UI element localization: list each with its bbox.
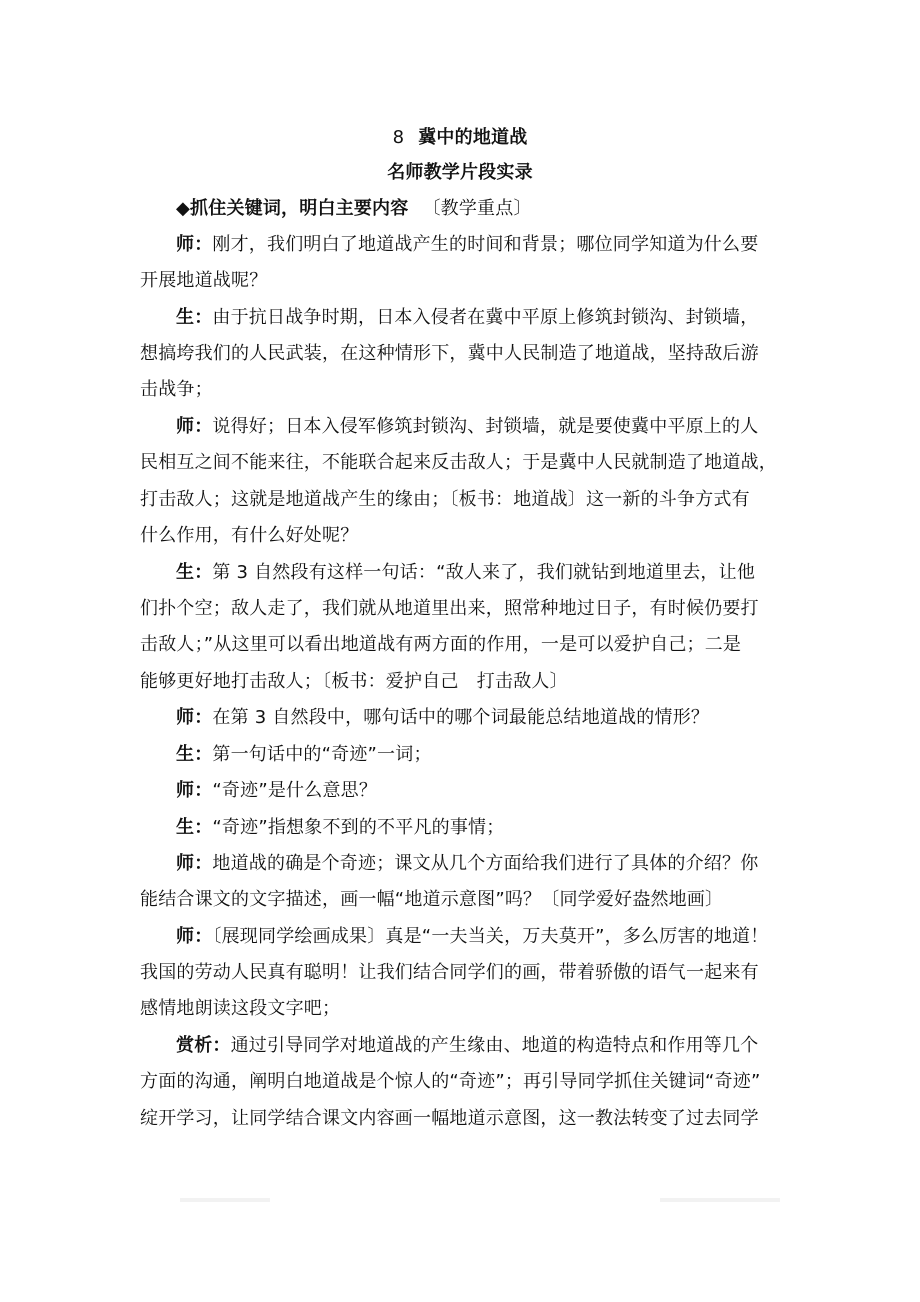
dialogue-line: 能够更好地打击敌人；〔板书：爱护自己 打击敌人〕 [140, 671, 568, 692]
speaker-label: 师： [176, 234, 213, 255]
section-note: 〔教学重点〕 [422, 198, 532, 219]
dialogue-text: 说得好；日本入侵军修筑封锁沟、封锁墙，就是要使冀中平原上的人 [212, 416, 759, 437]
dialogue-line [176, 561, 800, 585]
dialogue-text: “奇迹”指想象不到的不平凡的事情； [212, 817, 505, 838]
dialogue-line: 想搞垮我们的人民武装，在这种情形下，冀中人民制造了地道战，坚持敌后游 [140, 343, 759, 364]
dialogue-line [176, 415, 800, 439]
dialogue-line: 绽开学习，让同学结合课文内容画一幅地道示意图，这一教法转变了过去同学 [140, 1108, 759, 1129]
speaker-label: 师： [176, 707, 213, 728]
dialogue-line: 击战争； [140, 379, 213, 400]
dialogue-line: 开展地道战呢？ [140, 270, 268, 291]
dialogue-line [176, 925, 800, 949]
speaker-label: 师： [176, 416, 213, 437]
lesson-title-text: 冀中的地道战 [418, 127, 528, 148]
dialogue-line: 能结合课文的文字描述，画一幅“地道示意图”吗？〔同学爱好盎然地画〕 [140, 889, 724, 910]
dialogue-text: 〔展现同学绘画成果〕真是“一夫当关，万夫莫开”，多么厉害的地道！ [212, 926, 769, 947]
dialogue-text: 地道战的确是个奇迹；课文从几个方面给我们进行了具体的介绍？你 [212, 853, 759, 874]
speaker-label: 生： [176, 744, 213, 765]
dialogue-line [176, 233, 800, 257]
speaker-label: 师： [176, 853, 213, 874]
dialogue-text: 在第 3 自然段中，哪句话中的哪个词最能总结地道战的情形？ [212, 707, 710, 728]
speaker-label: 生： [176, 562, 213, 583]
speaker-label: 师： [176, 780, 213, 801]
dialogue-text: 第 3 自然段有这样一句话：“敌人来了，我们就钻到地道里去，让他 [212, 562, 756, 583]
footer-faint-mark [180, 1198, 270, 1202]
dialogue-line: 打击敌人；这就是地道战产生的缘由；〔板书：地道战〕这一新的斗争方式有 [140, 489, 750, 510]
dialogue-text: 由于抗日战争时期，日本入侵者在冀中平原上修筑封锁沟、封锁墙， [212, 307, 759, 328]
dialogue-line [176, 779, 800, 803]
dialogue-text: 通过引导同学对地道战的产生缘由、地道的构造特点和作用等几个 [230, 1035, 759, 1056]
speaker-label: 生： [176, 817, 213, 838]
dialogue-line [176, 1034, 800, 1058]
dialogue-line: 民相互之间不能来往，不能联合起来反击敌人；于是冀中人民就制造了地道战， [140, 452, 777, 473]
dialogue-line: 感情地朗读这段文字吧； [140, 998, 341, 1019]
dialogue-text: 第一句话中的“奇迹”一词； [212, 744, 432, 765]
speaker-label: 赏析： [176, 1035, 231, 1056]
dialogue-text: “奇迹”是什么意思？ [212, 780, 378, 801]
dialogue-text: 刚才，我们明白了地道战产生的时间和背景；哪位同学知道为什么要 [212, 234, 759, 255]
dialogue-line [176, 306, 800, 330]
speaker-label: 生： [176, 307, 213, 328]
dialogue-line [176, 852, 800, 876]
dialogue-line: 方面的沟通，阐明白地道战是个惊人的“奇迹”；再引导同学抓住关键词“奇迹” [140, 1071, 761, 1092]
lesson-title [0, 126, 920, 150]
section-heading-text: ◆抓住关键词，明白主要内容 [176, 198, 409, 219]
dialogue-line [176, 706, 800, 730]
footer-faint-mark [660, 1198, 780, 1202]
dialogue-line: 我国的劳动人民真有聪明！让我们结合同学们的画，带着骄傲的语气一起来有 [140, 962, 759, 983]
dialogue-line: 什么作用，有什么好处呢？ [140, 525, 359, 546]
dialogue-line [176, 743, 800, 767]
page-subtitle: 名师教学片段实录 [387, 162, 533, 183]
dialogue-line [176, 816, 800, 840]
section-heading [176, 197, 800, 221]
lesson-number: 8 [392, 127, 405, 148]
dialogue-line: 们扑个空；敌人走了，我们就从地道里出来，照常种地过日子，有时候仍要打 [140, 598, 759, 619]
speaker-label: 师： [176, 926, 213, 947]
dialogue-line: 击敌人；”从这里可以看出地道战有两方面的作用，一是可以爱护自己；二是 [140, 634, 742, 655]
